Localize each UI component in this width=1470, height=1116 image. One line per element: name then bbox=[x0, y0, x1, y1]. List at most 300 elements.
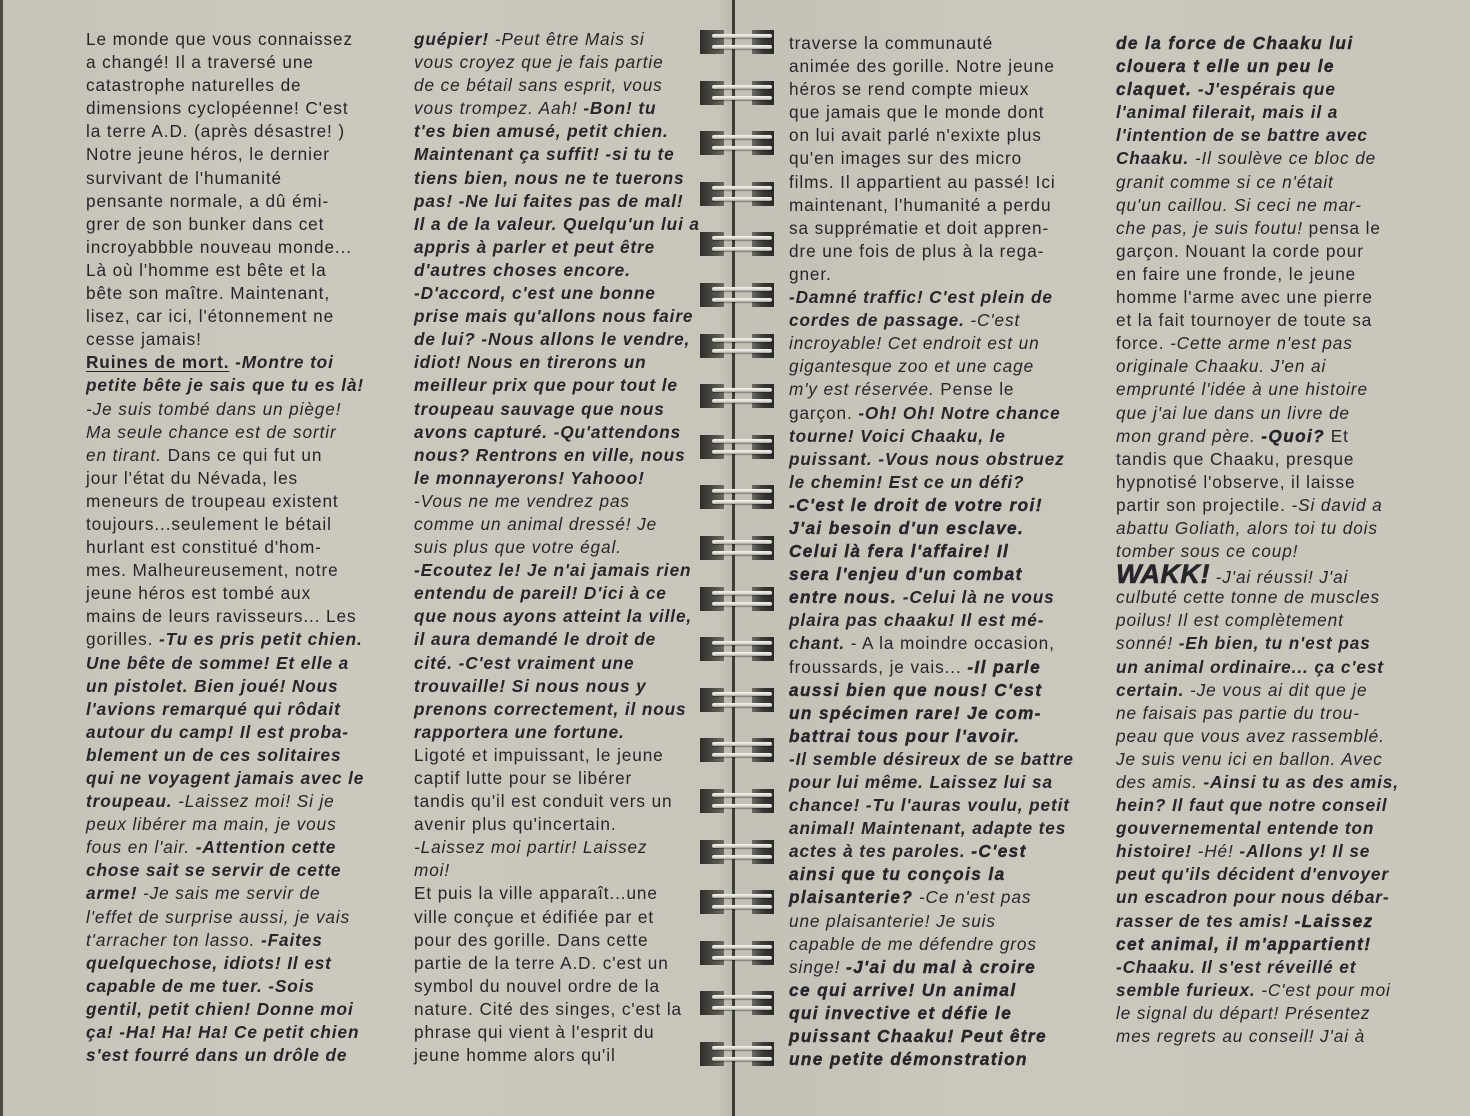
text-line bbox=[86, 605, 386, 628]
text-line bbox=[789, 979, 1089, 1002]
text-bold-italic: guépier! bbox=[414, 29, 490, 49]
text-bold-italic: -Attention cette bbox=[195, 837, 337, 858]
text-line bbox=[1116, 494, 1428, 517]
text-line bbox=[86, 929, 386, 952]
text-line bbox=[414, 536, 706, 559]
text-regular: mes. Malheureusement, notre bbox=[86, 560, 339, 581]
text-line bbox=[789, 332, 1089, 355]
text-line bbox=[414, 513, 706, 536]
text-bold-italic: qui ne voyagent jamais avec le bbox=[86, 768, 365, 788]
text-bold-italic: pour lui même. Laissez lui sa bbox=[789, 772, 1053, 792]
wire-coil bbox=[712, 236, 772, 240]
text-regular: Dans ce qui fut un bbox=[161, 444, 323, 465]
text-line bbox=[86, 444, 386, 467]
wire-coil bbox=[712, 641, 772, 645]
text-line bbox=[789, 910, 1089, 933]
text-italic: -Laissez moi partir! Laissez bbox=[414, 837, 648, 858]
text-line bbox=[1116, 609, 1428, 632]
text-line bbox=[1116, 886, 1428, 909]
text-line bbox=[86, 998, 386, 1021]
text-line bbox=[86, 143, 386, 166]
text-line bbox=[1116, 771, 1428, 794]
text-regular: films. Il appartient au passé! Ici bbox=[789, 171, 1056, 192]
wire-coil bbox=[712, 945, 772, 949]
text-italic: -Il soulève ce bloc de bbox=[1189, 148, 1377, 169]
text-line bbox=[86, 882, 386, 905]
text-line bbox=[1116, 840, 1428, 863]
binding-loop bbox=[700, 536, 776, 562]
binding-loop bbox=[700, 232, 776, 258]
text-heavy-italic: qui invective et défie le bbox=[789, 1002, 1013, 1023]
text-bold-italic: cité. -C'est vraiment une bbox=[414, 652, 635, 673]
text-heavy-italic: -Il parle bbox=[967, 656, 1042, 677]
wire-coil bbox=[712, 855, 772, 859]
text-line bbox=[789, 840, 1089, 863]
text-bold-italic: autour du camp! Il est proba- bbox=[86, 721, 349, 742]
text-line bbox=[1116, 656, 1428, 679]
text-line bbox=[86, 213, 386, 236]
text-line bbox=[789, 748, 1089, 771]
text-bold-italic: Une bête de somme! Et elle a bbox=[86, 652, 350, 673]
text-line bbox=[414, 120, 706, 143]
text-line bbox=[789, 540, 1089, 563]
text-line bbox=[414, 190, 706, 213]
wire-coil bbox=[712, 753, 772, 757]
text-bold-italic: gentil, petit chien! Donne moi bbox=[86, 998, 354, 1019]
text-line bbox=[86, 120, 386, 143]
text-line bbox=[1116, 702, 1428, 725]
text-italic: tomber sous ce coup! bbox=[1116, 541, 1299, 562]
text-line bbox=[414, 582, 706, 605]
binding-loop bbox=[700, 637, 776, 663]
text-line bbox=[789, 725, 1089, 748]
text-italic: -Je vous ai dit que je bbox=[1184, 679, 1368, 700]
text-line bbox=[414, 605, 706, 628]
text-regular: Ligoté et impuissant, le jeune bbox=[414, 744, 664, 765]
text-bold-italic: -Montre toi bbox=[235, 352, 334, 373]
text-line bbox=[789, 425, 1089, 448]
text-italic: -Vous ne me vendrez pas bbox=[414, 490, 630, 511]
text-italic: che pas, je suis foutu! bbox=[1116, 217, 1303, 238]
text-line bbox=[789, 632, 1089, 655]
text-column-2 bbox=[414, 28, 706, 1067]
text-regular: cesse jamais! bbox=[86, 329, 202, 350]
binding-loop bbox=[700, 485, 776, 511]
text-bold-italic: -Faites bbox=[260, 929, 323, 950]
text-bold-italic: -Allons y! Il se bbox=[1239, 841, 1371, 862]
text-regular: froussards, je vais... bbox=[789, 656, 968, 677]
text-line bbox=[86, 167, 386, 190]
text-italic: -Je sais me servir de bbox=[137, 883, 321, 904]
text-regular: tandis qu'il est conduit vers un bbox=[414, 791, 673, 812]
wire-coil bbox=[712, 388, 772, 392]
text-line bbox=[1116, 217, 1428, 240]
text-line bbox=[789, 309, 1089, 332]
text-italic: t'arracher ton lasso. bbox=[86, 929, 261, 950]
text-line bbox=[414, 559, 706, 582]
text-heavy-italic: Celui là fera l'affaire! Il bbox=[789, 541, 1010, 562]
binding-loop bbox=[700, 435, 776, 461]
text-line bbox=[414, 906, 706, 929]
text-line bbox=[414, 97, 706, 120]
text-line bbox=[1116, 332, 1428, 355]
text-regular: animée des gorille. Notre jeune bbox=[789, 56, 1055, 77]
text-italic: -Laissez moi! Si je bbox=[172, 791, 335, 812]
text-regular: dimensions cyclopéenne! C'est bbox=[86, 98, 349, 119]
text-heavy-italic: -J'ai du mal à croire bbox=[845, 956, 1037, 977]
text-bold-italic: l'animal filerait, mais il a bbox=[1116, 102, 1339, 123]
text-italic: singe! bbox=[789, 956, 846, 977]
text-line bbox=[1116, 863, 1428, 886]
text-bold-italic: actes à tes paroles. bbox=[789, 841, 972, 862]
text-line bbox=[1116, 956, 1428, 979]
text-italic: que j'ai lue dans un livre de bbox=[1116, 402, 1350, 423]
text-regular: pour des gorille. Dans cette bbox=[414, 929, 649, 950]
text-italic: originale Chaaku. J'en ai bbox=[1116, 356, 1327, 377]
text-heavy-italic: une petite démonstration bbox=[789, 1049, 1028, 1070]
text-line bbox=[1116, 171, 1428, 194]
binding-loop bbox=[700, 587, 776, 613]
binding-loop bbox=[700, 688, 776, 714]
text-line bbox=[414, 374, 706, 397]
text-line bbox=[86, 906, 386, 929]
text-line bbox=[789, 171, 1089, 194]
wire-coil bbox=[712, 197, 772, 201]
text-line bbox=[414, 675, 706, 698]
text-line bbox=[789, 702, 1089, 725]
text-line bbox=[789, 32, 1089, 55]
text-regular: maintenant, l'humanité a perdu bbox=[789, 194, 1052, 215]
text-bold-italic: troupeau. bbox=[86, 791, 173, 812]
text-bold-italic: Il a de la valeur. Quelqu'un lui a bbox=[414, 213, 700, 234]
text-bold-italic: t'es bien amusé, petit chien. bbox=[414, 121, 669, 142]
text-line bbox=[789, 78, 1089, 101]
text-line bbox=[1116, 559, 1428, 590]
text-line bbox=[86, 74, 386, 97]
text-line bbox=[414, 813, 706, 836]
text-bold-italic: Maintenant ça suffit! -si tu te bbox=[414, 144, 675, 165]
text-bold-italic: de lui? -Nous allons le vendre, bbox=[414, 329, 691, 350]
text-line bbox=[789, 286, 1089, 309]
text-line bbox=[789, 263, 1089, 286]
text-heavy-italic: plaisanterie? bbox=[789, 887, 914, 908]
text-heavy-italic: sera l'enjeu d'un combat bbox=[789, 564, 1023, 585]
text-italic: Ma seule chance est de sortir bbox=[86, 421, 337, 442]
wire-coil bbox=[712, 652, 772, 656]
wire-coil bbox=[712, 186, 772, 190]
text-line bbox=[789, 240, 1089, 263]
text-bold-italic: que nous ayons atteint la ville, bbox=[414, 606, 693, 627]
text-italic: moi! bbox=[414, 860, 451, 881]
text-regular: que jamais que le monde dont bbox=[789, 102, 1045, 123]
text-line bbox=[414, 1044, 706, 1067]
text-bold-italic: quelquechose, idiots! Il est bbox=[86, 952, 332, 973]
text-bold-italic: un escadron pour nous débar- bbox=[1116, 887, 1390, 908]
text-bold-italic: peut qu'ils décident d'envoyer bbox=[1116, 864, 1389, 885]
text-line bbox=[414, 790, 706, 813]
wire-coil bbox=[712, 247, 772, 251]
text-line bbox=[414, 74, 706, 97]
binding-loop bbox=[700, 334, 776, 360]
text-line bbox=[789, 217, 1089, 240]
text-line bbox=[789, 101, 1089, 124]
text-italic: capable de me défendre gros bbox=[789, 933, 1037, 954]
text-italic: -Je suis tombé dans un piège! bbox=[86, 398, 342, 419]
text-line bbox=[86, 975, 386, 998]
text-line bbox=[414, 467, 706, 490]
text-line bbox=[86, 559, 386, 582]
text-line bbox=[1116, 1025, 1428, 1048]
text-line bbox=[1116, 471, 1428, 494]
text-line bbox=[86, 675, 386, 698]
text-regular: grer de son bunker dans cet bbox=[86, 213, 325, 234]
text-bold-italic: prise mais qu'allons nous faire bbox=[414, 306, 694, 327]
text-line bbox=[789, 794, 1089, 817]
text-italic: -C'est bbox=[964, 310, 1021, 331]
text-line bbox=[789, 586, 1089, 609]
text-italic: -Cette arme n'est pas bbox=[1170, 333, 1353, 354]
text-line bbox=[86, 51, 386, 74]
text-line bbox=[414, 744, 706, 767]
text-line bbox=[86, 721, 386, 744]
text-line bbox=[414, 998, 706, 1021]
text-heavy-italic: claquet. bbox=[1116, 79, 1193, 100]
text-regular: avenir plus qu'incertain. bbox=[414, 814, 617, 835]
wire-coil bbox=[712, 1057, 772, 1061]
binding-loop bbox=[700, 81, 776, 107]
text-regular: partie de la terre A.D. c'est un bbox=[414, 952, 669, 973]
text-regular: la terre A.D. (après désastre! ) bbox=[86, 121, 346, 142]
text-italic: incroyable! Cet endroit est un bbox=[789, 333, 1040, 354]
text-regular: Pense le bbox=[934, 379, 1015, 400]
text-italic: comme un animal dressé! Je bbox=[414, 513, 658, 534]
text-line bbox=[86, 1044, 386, 1067]
text-italic: vous croyez que je fais partie bbox=[414, 52, 664, 73]
text-bold-italic: le monnayerons! Yahooo! bbox=[414, 467, 645, 488]
text-italic: culbuté cette tonne de muscles bbox=[1116, 587, 1380, 608]
text-bold-italic: blement un de ces solitaires bbox=[86, 744, 342, 765]
wire-coil bbox=[712, 742, 772, 746]
text-regular: tandis que Chaaku, presque bbox=[1116, 448, 1355, 469]
text-regular: mains de leurs ravisseurs... Les bbox=[86, 606, 357, 627]
text-bold-italic: s'est fourré dans un drôle de bbox=[86, 1045, 348, 1066]
text-italic: vous trompez. Aah! bbox=[414, 98, 584, 119]
text-bold-italic: arme! bbox=[86, 883, 138, 904]
text-line bbox=[86, 513, 386, 536]
text-line bbox=[86, 536, 386, 559]
text-italic: -J'ai réussi! J'ai bbox=[1209, 567, 1349, 588]
text-line bbox=[414, 652, 706, 675]
text-line bbox=[1116, 517, 1428, 540]
text-italic: une plaisanterie! Je suis bbox=[789, 910, 996, 931]
text-line bbox=[1116, 124, 1428, 147]
text-italic: des amis. bbox=[1116, 772, 1204, 792]
text-regular: qu'en images sur des micro bbox=[789, 148, 1023, 169]
text-italic: gigantesque zoo et une cage bbox=[789, 356, 1035, 377]
text-regular: meneurs de troupeau existent bbox=[86, 490, 339, 511]
wire-coil bbox=[712, 298, 772, 302]
text-regular: et la fait tournoyer de toute sa bbox=[1116, 310, 1373, 331]
text-line bbox=[414, 236, 706, 259]
text-regular: survivant de l'humanité bbox=[86, 167, 282, 188]
text-line bbox=[414, 213, 706, 236]
wire-coil bbox=[712, 793, 772, 797]
text-heavy-italic: clouera t elle un peu le bbox=[1116, 56, 1335, 77]
wire-coil bbox=[712, 500, 772, 504]
text-regular: incroyabbble nouveau monde... bbox=[86, 236, 352, 257]
text-line bbox=[86, 374, 386, 397]
text-line bbox=[414, 444, 706, 467]
text-line bbox=[789, 471, 1089, 494]
text-bold-italic: entendu de pareil! D'ici à ce bbox=[414, 583, 667, 604]
text-bold-italic: histoire! bbox=[1116, 841, 1192, 862]
text-line bbox=[86, 398, 386, 421]
text-bold-italic: animal! Maintenant, adapte tes bbox=[789, 818, 1067, 839]
text-bold-italic: un pistolet. Bien joué! Nous bbox=[86, 675, 339, 696]
text-bold-italic: pas! -Ne lui faites pas de mal! bbox=[414, 190, 684, 211]
text-line bbox=[789, 517, 1089, 540]
text-regular: sa supprématie et doit appren- bbox=[789, 217, 1050, 238]
text-bold-italic: le chemin! Est ce un défi? bbox=[789, 471, 1025, 492]
text-line bbox=[789, 448, 1089, 471]
text-line bbox=[86, 952, 386, 975]
text-line bbox=[86, 628, 386, 651]
text-regular: a changé! Il a traversé une bbox=[86, 52, 314, 73]
text-regular: catastrophe naturelles de bbox=[86, 75, 302, 96]
text-line bbox=[789, 55, 1089, 78]
text-italic: peux libérer ma main, je vous bbox=[86, 814, 337, 835]
text-italic: qu'un caillou. Si ceci ne mar- bbox=[1116, 194, 1362, 215]
binding-loop bbox=[700, 840, 776, 866]
text-italic: Je suis venu ici en ballon. Avec bbox=[1116, 748, 1383, 769]
text-line bbox=[789, 933, 1089, 956]
text-line bbox=[1116, 725, 1428, 748]
text-bold-italic: plaira pas chaaku! Il est mé- bbox=[789, 610, 1045, 631]
text-line bbox=[1116, 979, 1428, 1002]
binding-loop bbox=[700, 283, 776, 309]
text-regular: gner. bbox=[789, 263, 832, 284]
text-line bbox=[86, 490, 386, 513]
text-bold-italic: l'avions remarqué qui rôdait bbox=[86, 698, 341, 719]
text-regular: pensante normale, a dû émi- bbox=[86, 190, 330, 211]
text-regular: jour l'état du Névada, les bbox=[86, 467, 299, 488]
text-line bbox=[86, 859, 386, 882]
text-line bbox=[1116, 817, 1428, 840]
text-line bbox=[86, 813, 386, 836]
text-line bbox=[86, 97, 386, 120]
text-line bbox=[1116, 1002, 1428, 1025]
text-bold-italic: -Ainsi tu as des amis, bbox=[1203, 772, 1399, 792]
text-line bbox=[86, 236, 386, 259]
text-italic: en tirant. bbox=[86, 444, 162, 465]
text-line bbox=[414, 398, 706, 421]
text-line bbox=[414, 282, 706, 305]
text-bold-italic: -Oh! Oh! Notre chance bbox=[858, 402, 1061, 423]
binding-loop bbox=[700, 890, 776, 916]
wire-coil bbox=[712, 995, 772, 999]
text-heavy-italic: ce qui arrive! Un animal bbox=[789, 979, 1017, 1000]
text-line bbox=[789, 402, 1089, 425]
wire-coil bbox=[712, 1046, 772, 1050]
sound-effect-text: WAKK! bbox=[1116, 559, 1210, 590]
text-line bbox=[1116, 679, 1428, 702]
wire-coil bbox=[712, 844, 772, 848]
binding-loop bbox=[700, 738, 776, 764]
wire-coil bbox=[712, 551, 772, 555]
text-regular: captif lutte pour se libérer bbox=[414, 768, 633, 788]
text-heavy-italic: aussi bien que nous! C'est bbox=[789, 679, 1043, 700]
text-regular: symbol du nouvel ordre de la bbox=[414, 975, 660, 996]
text-line bbox=[86, 1021, 386, 1044]
text-regular: Le monde que vous connaissez bbox=[86, 29, 353, 49]
text-bold-italic: il aura demandé le droit de bbox=[414, 629, 657, 650]
text-line bbox=[1116, 794, 1428, 817]
text-italic: -Hé! bbox=[1191, 841, 1240, 862]
text-line bbox=[1116, 632, 1428, 655]
text-regular: jeune héros est tombé aux bbox=[86, 583, 312, 604]
text-line bbox=[414, 698, 706, 721]
text-line bbox=[86, 282, 386, 305]
text-bold-italic: ça! -Ha! Ha! Ha! Ce petit chien bbox=[86, 1022, 360, 1043]
text-line bbox=[789, 124, 1089, 147]
text-bold-italic: chant. bbox=[789, 633, 846, 654]
text-italic: de ce bétail sans esprit, vous bbox=[414, 75, 663, 96]
text-regular: Et bbox=[1325, 425, 1349, 446]
text-line bbox=[414, 351, 706, 374]
text-line bbox=[789, 886, 1089, 909]
wire-coil bbox=[712, 146, 772, 150]
text-regular: ville conçue et édifiée par et bbox=[414, 906, 655, 927]
text-line bbox=[789, 147, 1089, 170]
text-line bbox=[789, 817, 1089, 840]
text-bold-italic: -Ecoutez le! Je n'ai jamais rien bbox=[414, 560, 692, 581]
text-bold-italic: tiens bien, nous ne te tuerons bbox=[414, 167, 685, 188]
text-line bbox=[86, 652, 386, 675]
text-italic: -Si david a bbox=[1291, 494, 1383, 515]
text-bold-italic: petite bête je sais que tu es là! bbox=[86, 375, 365, 396]
wire-coil bbox=[712, 450, 772, 454]
wire-coil bbox=[712, 34, 772, 38]
binding-loop bbox=[700, 30, 776, 56]
text-regular: garçon. bbox=[789, 402, 859, 423]
text-regular: garçon. Nouant la corde pour bbox=[1116, 240, 1364, 261]
text-bold-italic: prenons correctement, il nous bbox=[414, 698, 687, 719]
text-line bbox=[86, 305, 386, 328]
text-italic: mes regrets au conseil! J'ai à bbox=[1116, 1026, 1366, 1047]
text-bold-italic: certain. bbox=[1116, 679, 1185, 700]
text-italic: emprunté l'idée à une histoire bbox=[1116, 379, 1368, 400]
text-line bbox=[1116, 147, 1428, 170]
text-italic: -C'est pour moi bbox=[1255, 979, 1391, 1000]
text-line bbox=[414, 628, 706, 651]
wire-coil bbox=[712, 45, 772, 49]
text-bold-italic: -Bon! tu bbox=[583, 98, 657, 119]
text-line bbox=[789, 494, 1089, 517]
wire-coil bbox=[712, 399, 772, 403]
text-bold-italic: -D'accord, c'est une bonne bbox=[414, 283, 656, 304]
text-line bbox=[414, 143, 706, 166]
text-line bbox=[414, 51, 706, 74]
text-regular: gorilles. bbox=[86, 629, 159, 650]
text-heavy-italic: puissant Chaaku! Peut être bbox=[789, 1026, 1047, 1047]
text-line bbox=[789, 355, 1089, 378]
text-regular: dre une fois de plus à la rega- bbox=[789, 240, 1045, 261]
text-line bbox=[789, 679, 1089, 702]
text-italic: abattu Goliath, alors toi tu dois bbox=[1116, 517, 1378, 538]
text-line bbox=[86, 190, 386, 213]
text-line bbox=[414, 952, 706, 975]
text-line bbox=[414, 167, 706, 190]
